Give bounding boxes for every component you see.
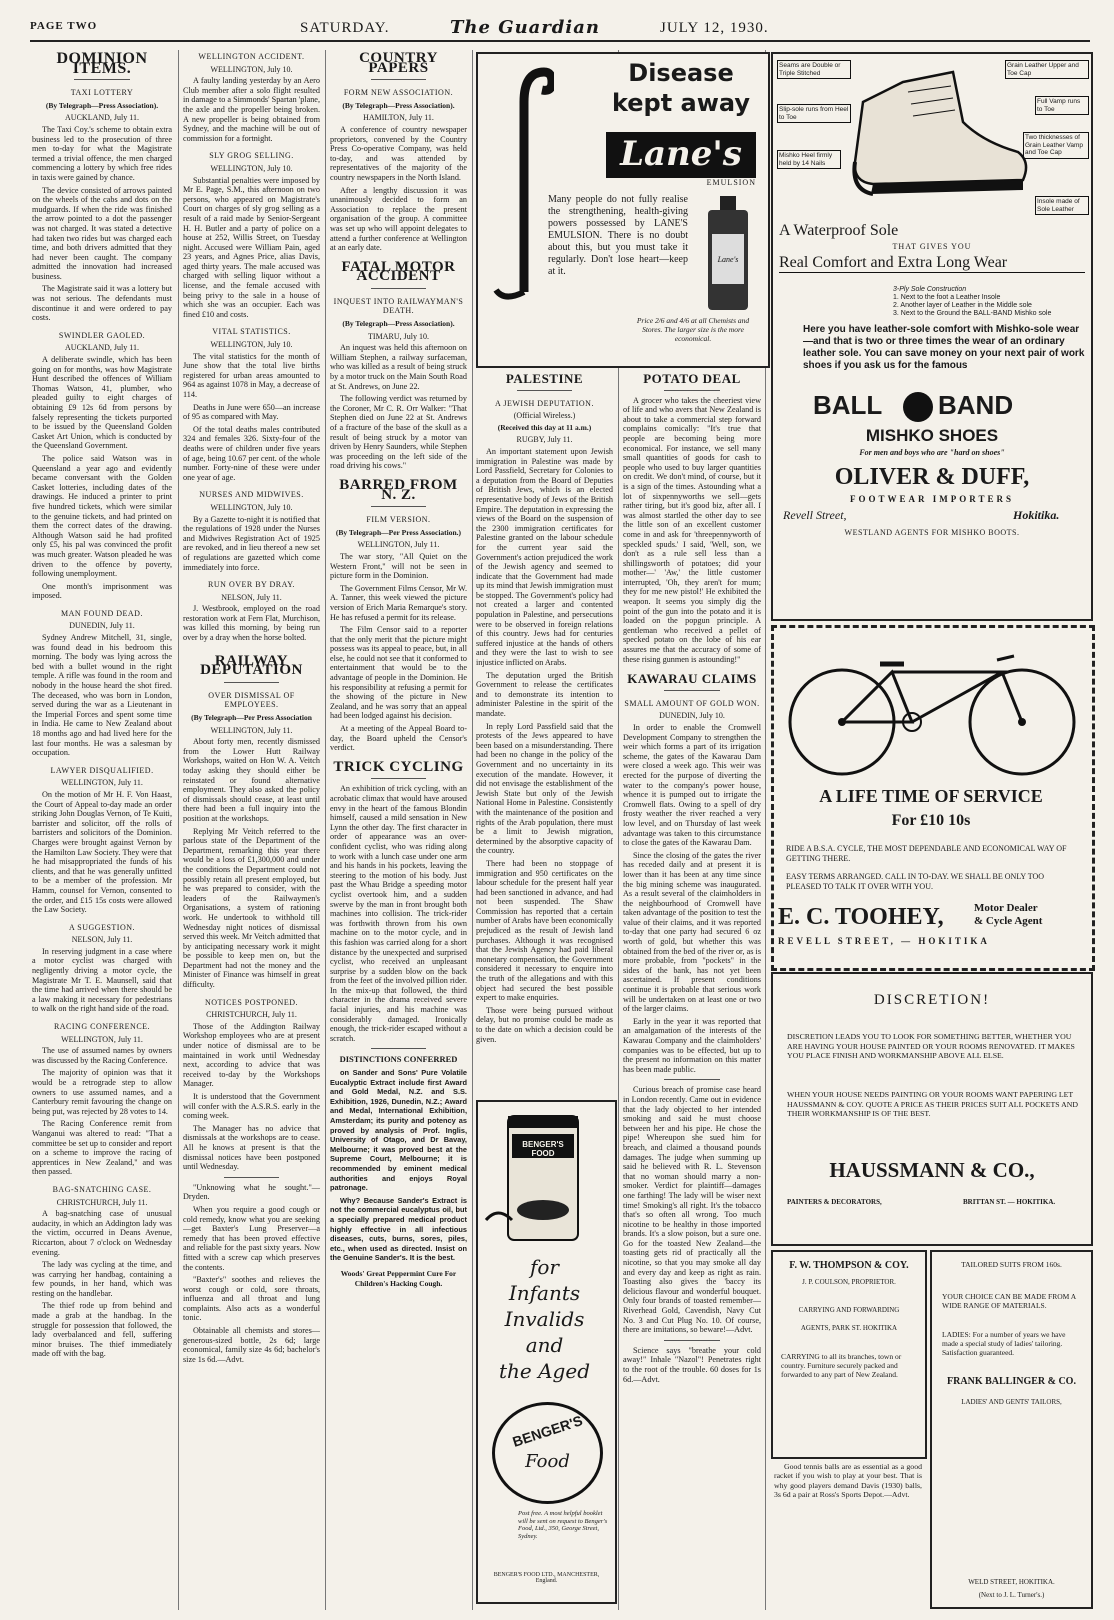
paragraph: The lady was cycling at the time, and was carrying her handbag, containing a few pounds, in her hand, which was resting on the handlebar. bbox=[32, 1260, 172, 1298]
paragraph: In order to enable the Cromwell Development Company to strengthen the weir which forms a part of its irrigation scheme, the gates of the Kawarau Dam were closed a week ago. This weir was erected for the purpose of diverting the water to the company's power house, whence it is pumped out to irrigate the Cromwell flats. Owing to a spell of dry frosty weather the river reached a very low level, and on Thursday of last week advantage was taken to this circumstance to close the gates of the Kawarau Dam. bbox=[623, 723, 761, 848]
callout-label: Insole made of Sole Leather bbox=[1035, 196, 1089, 215]
bottle-icon bbox=[698, 194, 758, 314]
ply-item: 1. Next to the foot a Leather Insole bbox=[893, 294, 1001, 301]
callout-label: Two thicknesses of Grain Leather Vamp and Toe Cap bbox=[1023, 132, 1089, 159]
firm-name: FRANK BALLINGER & CO. bbox=[947, 1376, 1076, 1387]
byline: (By Telegraph—Press Association). bbox=[342, 319, 455, 329]
paragraph: The deputation urged the British Government to release the certificates and to demonstrate its intention to administer Palestine in the spirit of the mandate. bbox=[476, 670, 613, 718]
received-note: (Received this day at 11 a.m.) bbox=[497, 422, 592, 432]
firm-address: WELD STREET, HOKITIKA. bbox=[968, 1578, 1055, 1586]
ad-line: the Aged bbox=[499, 1359, 590, 1383]
paragraph: At a meeting of the Appeal Board to-day, the Board upheld the Censor's verdict. bbox=[330, 724, 467, 753]
paragraph: Deaths in June were 650—an increase of 95 as compared with May. bbox=[183, 402, 320, 422]
paragraph: When you require a good cough or cold remedy, know what you are seeking—get Baxter's Lung Preserver—a remedy that has been proved effective and reliable for the past sixty years. Now fitted with a screw cap which preserves the contents. bbox=[183, 1204, 320, 1272]
paragraph: Those were being pursued without delay, but no promise could be made as to the date on which a decision could be given. bbox=[476, 1005, 613, 1044]
ball-band-ad bbox=[771, 52, 1093, 621]
callout-label: Full Vamp runs to Toe bbox=[1035, 96, 1089, 115]
haussmann-ad bbox=[771, 972, 1093, 1246]
paragraph: A grocer who takes the cheeriest view of life and who avers that New Zealand is about to take a commercial step forward complains comically: "It's true that people are becoming being more economical. For instance, we sell many small quantities of goods for cash to people who used to buy larger quantities on credit. We don't mind, of course, but it is a sign of the times. Astounding what a lot of sixpennyworths we sell—gets rather tiring, but it's good biz, after all. I was almost startled the other day to see the little son of an excellent customer come in and ask for 'threepennyworth of speckled spuds.' I said, 'Well, son, we don't as a rule sell less than a shillingsworth of potatoes; did your mother—' 'Aw,' the little customer interrupted, 'Oh, they aren't for mum; they for me new pistol!' He exhibited the weapon. It seems you simply dig the point of the gun into the potato and it is loaded on the popgun principle. A gentleman who received a pellet of specked potato on the lobe of his ear assures me that the accuracy of some of these rising gunmen is astounding!" bbox=[623, 395, 761, 664]
section-title: POTATO DEAL bbox=[643, 371, 741, 386]
ad-headline: TAILORED SUITS FROM 160s. bbox=[961, 1260, 1062, 1269]
dateline: WELLINGTON, July 11. bbox=[61, 778, 143, 788]
article-head: WELLINGTON ACCIDENT. bbox=[198, 52, 305, 61]
dateline: AUCKLAND, July 11. bbox=[65, 343, 139, 353]
lanes-emulsion-ad bbox=[476, 52, 770, 368]
brand-logo: Lane's bbox=[606, 132, 756, 178]
paragraph: An exhibition of trick cycling, with an acrobatic climax that would have aroused envy in the heart of the famous Blondin himself, caused a mild sensation in New Lynn the other day. The first character in order of appearance was an over-confident cyclist, who was riding along to work with a lunch case under one arm and his hands in his pockets, leaving the steering to the motion of his body. Just past the Whau Bridge a speeding motor cyclist overtook him, and a sudden swerve by the man in front brought both machines into collision. The trick-rider was forthwith thrown from his own machine on to the motor cycle, and in this fashion was carried along for a short distance by the unexpected and surprised cyclist, who received an unpleasant surprise by a sudden blow on the back from the feet of the involved pillion rider. In the mix-up that followed, the third character in the drama received severe facial injuries, and his machine was considerably damaged. Ironically enough, the trick-rider escaped without a scratch. bbox=[330, 784, 467, 1043]
paragraph: The following verdict was returned by the Coroner, Mr C. R. Orr Walker: "That Stephen died on June 22 at St. Andrews of a fracture of the base of the skull as a result of being struck by a motor van driven by Henry Saunders, while Stephen was proceeding on the left side of the road driving his cows." bbox=[330, 394, 467, 471]
article-head: RACING CONFERENCE. bbox=[53, 1022, 151, 1032]
ad-post: Post free. A most helpful booklet will be sent on request to Benger's Food, Ltd., 350, George Street, Sydney. bbox=[518, 1510, 608, 1540]
ad-body: WHEN YOUR HOUSE NEEDS PAINTING OR YOUR ROOMS WANT PAPERING LET HAUSSMANN & COY. QUOTE A PRICE AS THEIR PRICES SUIT ALL POCKETS AND THEIR WORKMANSHIP IS OF THE BEST. bbox=[787, 1090, 1079, 1118]
firm-trade: PAINTERS & DECORATORS, bbox=[787, 1198, 882, 1206]
article-head: SMALL AMOUNT OF GOLD WON. bbox=[624, 698, 760, 708]
paragraph: A deliberate swindle, which has been going on for months, was how Magistrate Hunt described the offences of William Thomas Watson, 41, plumber, who pleaded guilty to eight charges of obtaining £9 12s 6d from persons by falsely representing the tickets purported to be issued by the Queensland Golden Casket Art Union, which is conducted by the Queensland Government. bbox=[32, 355, 172, 451]
dateline: RUGBY, July 11. bbox=[516, 435, 573, 445]
ply-item: 2. Another layer of Leather in the Middle sole bbox=[893, 302, 1032, 309]
byline: (By Telegraph—Per Press Association bbox=[191, 713, 312, 723]
callout-label: Grain Leather Upper and Toe Cap bbox=[1005, 60, 1089, 79]
paragraph: on Sander and Sons' Pure Volatile Eucalyptic Extract include first Award and Gold Medal, N.Z. and S.S. Exhibition, 1926, Dunedin, N.Z.; Award and Medal, International Exhibition, Amsterdam; its purity and potency as proved by analysis of Prof. Inglis, University of Otago, and Dr Bavay, Melbourne; it was proved best at the Supreme Court, Melbourne; it is recommended by eminent medical authorities and enjoys Royal patronage. bbox=[330, 1068, 467, 1193]
paragraph: In reserving judgment in a case where a motor cyclist was charged with negligently driving a motor cycle, the Magistrate Mr T. E. Maunsell, said that the time had arrived when there should be a law making it necessary for pedestrians to walk on the right hand side of the road. bbox=[32, 946, 172, 1014]
section-title: RAILWAY DEPUTATION bbox=[200, 652, 303, 679]
section-title: BARRED FROM N. Z. bbox=[339, 476, 458, 503]
header-date: JULY 12, 1930. bbox=[660, 20, 769, 36]
bengers-food-ad bbox=[476, 1100, 617, 1604]
ply-heading: 3-Ply Sole Construction bbox=[893, 286, 967, 293]
ad-headline: A LIFE TIME OF SERVICE bbox=[819, 786, 1043, 806]
paragraph: A bag-snatching case of unusual audacity, in which an Addington lady was the victim, occurred in Deans Avenue, Riccarton, about 7 o'clock on Wednesday evening. bbox=[32, 1209, 172, 1257]
paragraph: Of the total deaths males contributed 324 and females 326. Sixty-four of the deaths were of children under five years of age, being 10.67 per cent. of the whole number. Forty-nine of these were under one year of age. bbox=[183, 424, 320, 482]
paragraph: By a Gazette to-night it is notified that the regulations of 1928 under the Nurses and Midwives Registration Act of 1925 are revoked, and in lieu thereof a new set of regulations are gazetted which come immediately into force. bbox=[183, 514, 320, 572]
brand-band: BAND bbox=[938, 390, 1014, 420]
callout-label: Mishko Heel firmly held by 14 Nails bbox=[777, 150, 841, 169]
column-1 bbox=[32, 50, 172, 1615]
paragraph: A faulty landing yesterday by an Aero Club member after a solo flight resulted in damage to a Simmonds' Spartan 'plane, the axle and the propeller being broken. A new propeller is being obtained from Sydney, and the machine will be out of commission for a fortnight. bbox=[183, 76, 320, 143]
paragraph: Sydney Andrew Mitchell, 31, single, was found dead in his bedroom this morning. The body was lying across the bed with a bullet wound in the right temple. A rifle was found in the room and nobody in the house heard the shot fired. The deceased, who was born in London, served during the war as a Lieutenant in the Imperial Forces and spent some time in India. He came to New Zealand about 18 months ago and had lived here for the last four months. He was a salesman by occupation. bbox=[32, 633, 172, 758]
ad-body: Here you have leather-sole comfort with Mishko-sole wear—and that is two or three times the wear of an ordinary leather sole. You can save money on your next pair of work shoes if you ask us for the famous bbox=[803, 324, 1085, 371]
paragraph: The thief rode up from behind and made a grab at the handbag. In the struggle for possession that followed, the lady overbalanced and fell, suffering minor bruises. The thief immediately made off with the bag. bbox=[32, 1301, 172, 1359]
dateline: DUNEDIN, July 10. bbox=[659, 711, 725, 721]
article-head: DISTINCTIONS CONFERRED bbox=[339, 1054, 458, 1065]
ad-line: for bbox=[529, 1255, 559, 1279]
section-title: PALESTINE bbox=[505, 371, 584, 386]
dealer-town: Hokitika. bbox=[1013, 508, 1060, 522]
ply-item: 3. Next to the Ground the BALL-BAND Mishko sole bbox=[893, 310, 1052, 317]
dateline: AUCKLAND, July 11. bbox=[65, 113, 139, 123]
paragraph: Early in the year it was reported that an amalgamation of the interests of the Kawarau Company and the claimholders' companies was to be effected, but up to the present no information on this matter has been made public. bbox=[623, 1016, 761, 1074]
firm-service: CARRYING AND FORWARDING bbox=[798, 1306, 900, 1314]
article-head: FILM VERSION. bbox=[366, 515, 431, 525]
dealer-role: & Cycle Agent bbox=[974, 915, 1043, 927]
ad-body: YOUR CHOICE CAN BE MADE FROM A WIDE RANGE OF MATERIALS. bbox=[942, 1292, 1076, 1310]
bicycle-icon bbox=[782, 632, 1082, 782]
dateline: NELSON, July 11. bbox=[71, 935, 133, 945]
ad-headline: Real Comfort and Extra Long Wear bbox=[779, 254, 1085, 273]
firm-name: HAUSSMANN & CO., bbox=[829, 1158, 1035, 1182]
tin-label: BENGER'S FOOD bbox=[522, 1140, 564, 1158]
byline: (By Telegraph—Press Association). bbox=[45, 100, 159, 110]
dateline: WELLINGTON, July 10. bbox=[210, 340, 293, 350]
column-5 bbox=[623, 370, 761, 1615]
paragraph: On the motion of Mr H. F. Von Haast, the Court of Appeal to-day made an order striking John Douglas Vernon, of Te Kuiti, barrister and solicitor, off the rolls of barristers and solicitors of the Dominion. Charges were brought against Vernon by the Hamilton Law Society. They were that he had misappropriated the funds of his clients, and that he was generally unfitted to be a member of the profession. Mr Hamm, counsel for Vernon, consented to the order, and £15 15s costs were allowed the Law Society. bbox=[32, 789, 172, 915]
dateline: CHRISTCHURCH, July 11. bbox=[56, 1197, 148, 1207]
paragraph: The war story, "All Quiet on the Western Front," will not be seen in picture form in the Dominion. bbox=[330, 551, 467, 581]
dateline: DUNEDIN, July 11. bbox=[69, 621, 135, 631]
dealer-role: Motor Dealer bbox=[974, 902, 1038, 914]
paragraph: Science says "breathe your cold away!" Inhale "Nazol"! Penetrates right to the root of the trouble. 60 doses for 1s 6d.—Advt. bbox=[623, 1345, 761, 1384]
paragraph: The device consisted of arrows painted on the wheels of the cabs and dots on the mudguards. If when the ride was finished the arrow pointed to a dot the passenger was not charged. It was stated a detective had taken two rides but was charged each time, and both drivers admitted that they had never been caught. The company admitted the innovation had increased business. bbox=[32, 185, 172, 281]
dateline: HAMILTON, July 11. bbox=[363, 113, 434, 123]
firm-proprietor: J. P. COULSON, PROPRIETOR. bbox=[802, 1278, 896, 1286]
paragraph: Curious breach of promise case heard in London recently. Came out in evidence that the lady objected to her intended smoking and said he must choose between her and his pipe. He chose the pipe! Whereupon she sued him for breach, and claimed a thousand pounds damages. The judge when summing up said he believed with R. L. Stevenson that no woman should marry a non-smoker. Verdict for plaintiff—damages one farthing! The lady will be wiser next time! Smoking's all right. It's the tobacco that's so often all wrong. Too much nicotine to be healthy in those imported brands. It's a slow poison, but a sure one. Go for the toasted New Zealand—the toasting gets rid of practically all the nicotine, so that you may smoke all day and every day and keep as right as rain. Toasting also gives the 'baccy its delicious flavour and wonderful bouquet. Only four brands of toasted remember—Riverhead Gold, Cavendish, Navy Cut No. 3 and Cut Plug No. 10. Of course, there are imitations, so beware!—Advt. bbox=[623, 1085, 761, 1335]
thompson-ad bbox=[771, 1250, 927, 1459]
brand-subtitle: EMULSION bbox=[706, 178, 756, 187]
article-head: VITAL STATISTICS. bbox=[212, 327, 291, 337]
paragraph: The majority of opinion was that it would be a retrograde step to allow owners to use assumed names, and a Canterbury remit favouring the change on being put, was rejected by 28 votes to 14. bbox=[32, 1068, 172, 1116]
firm-name: F. W. THOMPSON & COY. bbox=[789, 1260, 909, 1271]
paragraph: "Baxter's" soothes and relieves the worst cough or cold, sore throats, influenza and all throat and lung complaints. Also acts as a wonderful tonic. bbox=[183, 1275, 320, 1323]
column-3 bbox=[330, 50, 467, 1615]
dealer-type: FOOTWEAR IMPORTERS bbox=[850, 494, 1014, 504]
dateline: WELLINGTON, July 10. bbox=[210, 64, 293, 74]
ad-body: CARRYING to all its branches, town or country. Furniture securely packed and forwarded to any part of New Zealand. bbox=[781, 1352, 902, 1379]
paragraph: In reply Lord Passfield said that the protests of the Jews appeared to have been based on a misunderstanding. There had been no change in the policy of the Government and no uncertainty in its execution of the mandate. However, it did not envisage the establishment of the Jewish State but only of the Jewish National Home in Palestine. Consistently with the maintenance of the position and rights of the Arab population, there must be a limit to Jewish migration, determined by the absorptive capacity of the country. bbox=[476, 721, 613, 856]
advert-footer: Woods' Great Peppermint Cure For Children's Hacking Cough. bbox=[340, 1268, 457, 1288]
callout-label: Seams are Double or Triple Stitched bbox=[777, 60, 851, 79]
paragraph: Why? Because Sander's Extract is not the commercial eucalyptus oil, but a specially prepared medical product highly effective in all infectious diseases, cuts, burns, sores, piles, etc., when used as directed. Insist on the Genuine Sander's. It is the best. bbox=[330, 1195, 467, 1263]
paragraph: J. Westbrook, employed on the road restoration work at Fern Flat, Murchison, was killed this morning, by being run over by a dray when the horse bolted. bbox=[183, 604, 320, 643]
ad-line: Infants bbox=[508, 1281, 581, 1305]
dateline: WELLINGTON, July 11. bbox=[210, 725, 293, 735]
article-head: A JEWISH DEPUTATION. bbox=[495, 398, 594, 408]
paragraph: It is understood that the Government will confer with the A.S.R.S. early in the coming week. bbox=[183, 1092, 320, 1121]
dateline: WELLINGTON, July 10. bbox=[210, 163, 293, 173]
paragraph: Substantial penalties were imposed by Mr E. Page, S.M., this afternoon on two persons, who appeared on Magistrate's Court on charges of sly grog selling as a result of a raid made by Senior-Sergeant H. H. Butler and a party of police on a house at 252, Willis Street, on Tuesday night. Accused were William Pain, aged 23 years, and Agnes Price, alias Davis, aged thirty years. The male accused was charged with selling liquor without a license, and the female accused with being privy to the sale in a house of which she was an occupier. Each was fined £10 and costs. bbox=[183, 175, 320, 319]
paragraph: The use of assumed names by owners was discussed by the Racing Conference. bbox=[32, 1046, 172, 1065]
tennis-advert bbox=[774, 1462, 922, 1503]
firm-location-note: (Next to J. L. Turner's.) bbox=[978, 1591, 1045, 1599]
svg-text:Lane's: Lane's bbox=[717, 255, 739, 264]
firm-service: AGENTS, PARK ST. HOKITIKA bbox=[800, 1324, 898, 1332]
article-head: SLY GROG SELLING. bbox=[209, 151, 294, 161]
food-tin-icon bbox=[478, 1110, 611, 1250]
dateline: NELSON, July 11. bbox=[221, 592, 282, 602]
ad-subline: THAT GIVES YOU bbox=[892, 242, 972, 251]
byline: (By Telegraph—Per Press Association.) bbox=[335, 527, 462, 537]
paragraph: An important statement upon Jewish immigration in Palestine was made by Lord Passfield, Secretary for Colonies to a deputation from the Board of Deputies of British Jews, which is an elected representative body of Jews of the British Empire. The deputation in expressing the views of the Board on the suspension of the 2300 immigration certificates for Palestine granted on the labour schedule for the current year said the Government's action prejudiced the work of the Jewish agency and seemed to indicate that the Government had made up its mind that Jewish immigration must be stopped. The Government's policy had not created a larger and contented population in Palestine, and persecutions were to be observed in foreign relations of this country. Jews had for centuries suffered injustice at the hands of others and they were the last to wish to see injustice inflicted on Arabs. bbox=[476, 446, 613, 668]
dateline: TIMARU, July 10. bbox=[368, 331, 429, 341]
paragraph: The Taxi Coy.'s scheme to obtain extra business led to the prosecution of three men to-day for what the Magistrate termed a trivial offence, the men charged commencing a lottery by which free rides in taxis were gained by chance. bbox=[32, 124, 172, 182]
callout-label: Slip-sole runs from Heel to Toe bbox=[777, 104, 851, 123]
masthead: The Guardian bbox=[450, 17, 600, 38]
ad-headline-2: kept away bbox=[611, 89, 751, 117]
column-2 bbox=[183, 50, 320, 1615]
dealer-name: E. C. TOOHEY, bbox=[778, 904, 944, 930]
article-head: A SUGGESTION. bbox=[68, 922, 136, 932]
ad-footer: BENGER'S FOOD LTD., MANCHESTER, England. bbox=[493, 1572, 600, 1584]
header-day: SATURDAY. bbox=[300, 20, 390, 36]
ad-headline-1: Disease bbox=[628, 59, 734, 87]
article-head: BAG-SNATCHING CASE. bbox=[52, 1184, 152, 1194]
paragraph: The Manager has no advice that dismissals at the workshops are to cease. All he knows at present is that the dismissal notices have been postponed until Wednesday. bbox=[183, 1123, 320, 1172]
paragraph: The Magistrate said it was a lottery but was not serious. The defendants must discontinue it and were ordered to pay costs. bbox=[32, 284, 172, 323]
firm-address: BRITTAN ST. — HOKITIKA. bbox=[963, 1198, 1056, 1206]
bengers-logo-sub: Food bbox=[525, 1451, 570, 1472]
paragraph: The Film Censor said to a reporter that the only merit that the picture might possess was its appeal to peace, but, in all else, he could not see that it conformed to entertainment that would be to the advantage of people in the Dominion. He his responsibility at refusing a permit for the showing of the picture in New Zealand, and he was sorry that an appeal had been lodged against his decision. bbox=[330, 625, 467, 721]
ad-line: Invalids bbox=[504, 1307, 585, 1331]
article-head: NURSES AND MIDWIVES. bbox=[199, 490, 304, 500]
paragraph: "Unknowing what he sought."—Dryden. bbox=[183, 1182, 320, 1202]
paragraph: The police said Watson was in Queensland a year ago and evidently became conversant with the Golden Casket lotteries, including dates of the drawings. He induced a printer to print five hundred tickets, which were similar to the genuine tickets, and had printed on them the correct dates of the drawing. Although Watson said he had profited only £5, his pal was convinced the profit was much greater. Watson pleaded he was driven to the offence by poverty, following unemployment. bbox=[32, 453, 172, 579]
section-title: FATAL MOTOR ACCIDENT bbox=[341, 258, 456, 285]
dealer-street: Revell Street, bbox=[783, 508, 847, 522]
page-header bbox=[30, 18, 1090, 42]
dealer-address: REVELL STREET, — HOKITIKA bbox=[778, 936, 990, 946]
paragraph: After a lengthy discussion it was unanimously decided to form an Association to replace the present organisation of the group. A committee was set up who will appoint delegates to attend a further conference at Wellington at an early date. bbox=[330, 185, 467, 253]
article-head: LAWYER DISQUALIFIED. bbox=[50, 765, 154, 775]
section-title: KAWARAU CLAIMS bbox=[627, 671, 757, 687]
paragraph: One month's imprisonment was imposed. bbox=[32, 581, 172, 601]
paragraph: The Racing Conference remit from Wanganui was altered to read: "That a committee be set up to consider and report on a scheme to improve the racing of apprentices in New Zealand," and was then passed. bbox=[32, 1119, 172, 1177]
article-head: MAN FOUND DEAD. bbox=[61, 608, 143, 618]
section-title: TRICK CYCLING bbox=[333, 758, 464, 775]
dateline: WELLINGTON, July 10. bbox=[210, 502, 293, 512]
paragraph: The Government Films Censor, Mr W. A. Tanner, this week viewed the picture version of Erich Maria Remarque's story. He has refused a permit for its release. bbox=[330, 583, 467, 622]
article-head: TAXI LOTTERY bbox=[70, 88, 134, 98]
paragraph: Since the closing of the gates the river has receded daily and at present it is lower than it has been at any time since the big mining scheme was inaugurated. As a result several of the claimholders in the neighbourhood of Cromwell have taken advantage of the position to test the value of their claims, and it was reported to-day that one party had secured 6 oz worth of gold, but whether this was obtained from the bed of the river or, as is more probable, from "pockets" in the sides of the bank, has not yet been ascertained. If present conditions continue it is probable that serious work will be undertaken on at least one or two of the larger claims. bbox=[623, 850, 761, 1014]
paragraph: Obtainable all chemists and stores—generous-sized bottle, 2s 6d; large economical, family size 4s 6d; bachelor's size 1s 6d.—Advt. bbox=[183, 1326, 320, 1364]
ad-body: Many people do not fully realise the strengthening, health-giving powers possessed by LANE'S EMULSION. There is no doubt about this, but you must take it regularly. Don't lose heart—keep at it. bbox=[548, 194, 688, 277]
dateline: WELLINGTON, July 11. bbox=[61, 1034, 143, 1044]
paragraph: Replying Mr Veitch referred to the parlous state of the Department of the Department, remarking this year there would be a loss of £1,300,000 and under the conditions the Department could not possibly retain all present employed, but he was prepared to consider, with the leaders of the Railwaymen's Organisations, a system of rationing work. He undertook to withhold till Wednesday night notices of dismissal served this week. Mr Veitch admitted that by anticipating necessary work it might be possible to keep men on, but the Department had not the money and the Minister of Finance was himself in great difficulty. bbox=[183, 826, 320, 990]
firm-trade: LADIES' AND GENTS' TAILORS, bbox=[961, 1398, 1062, 1406]
dealer-agents: WESTLAND AGENTS FOR MISHKO BOOTS. bbox=[844, 528, 1020, 537]
ad-body: RIDE A B.S.A. CYCLE, THE MOST DEPENDABLE AND ECONOMICAL WAY OF GETTING THERE. bbox=[786, 844, 1067, 863]
paragraph: There had been no stoppage of immigration and 950 certificates on the labour schedule for the present half year had been sanctioned in advance, and had not been suspended. The Shaw Commission has reported that a certain number of Arabs have been economically prejudiced as the result of Jewish land purchases. Although it was recognised that the Jewish Agency had paid liberal monetary compensation, the Government considered it necessary to enquire into the truth of the allegations and with this object had secured the best possible expert to make enquiries. bbox=[476, 858, 613, 1003]
scroll-ornament-icon bbox=[484, 62, 554, 302]
ad-body: EASY TERMS ARRANGED. CALL IN TO-DAY. WE SHALL BE ONLY TOO PLEASED TO TALK IT OVER WITH YOU. bbox=[786, 872, 1045, 891]
paragraph: The vital statistics for the month of June show that the total live births registered for urban areas amounted to 964 as against 1078 in May, a decrease of 114. bbox=[183, 351, 320, 399]
brand-tagline: For men and boys who are "hard on shoes" bbox=[859, 448, 1005, 457]
ad-body: DISCRETION LEADS YOU TO LOOK FOR SOMETHING BETTER, WHETHER YOU ARE HAVING YOUR HOUSE PAINTED OR YOUR ROOMS RENOVATED. IT MAKES YOU PLACE FINISH AND WORKMANSHIP ABOVE ALL ELSE. bbox=[787, 1032, 1075, 1060]
ad-price: Price 2/6 and 4/6 at all Chemists and Stores. The larger size is the more economical. bbox=[636, 316, 750, 343]
article-head: NOTICES POSTPONED. bbox=[204, 997, 298, 1007]
section-title: COUNTRY PAPERS bbox=[359, 50, 438, 76]
ad-headline: DISCRETION! bbox=[873, 992, 991, 1008]
bsa-cycle-ad bbox=[771, 625, 1095, 971]
ballinger-ad bbox=[930, 1250, 1093, 1609]
brand-name: MISHKO SHOES bbox=[865, 426, 999, 445]
paragraph: An inquest was held this afternoon on William Stephen, a railway surfaceman, who was killed as a result of being struck by a motor truck on the Main South Road at St. Andrews, on June 22. bbox=[330, 343, 467, 391]
paragraph: A conference of country newspaper proprietors, convened by the Country Press Co-operative Company, was held to-day, and was attended by representatives of the majority of the country newspapers in the North Island. bbox=[330, 124, 467, 182]
page-number: PAGE TWO bbox=[30, 20, 98, 32]
ad-line: and bbox=[525, 1333, 564, 1357]
bengers-logo: BENGER'S bbox=[510, 1412, 585, 1450]
ad-headline: A Waterproof Sole bbox=[779, 222, 899, 239]
dealer-name: OLIVER & DUFF, bbox=[834, 464, 1030, 490]
article-head: INQUEST INTO RAILWAYMAN'S DEATH. bbox=[333, 296, 464, 316]
article-head: OVER DISMISSAL OF EMPLOYEES. bbox=[208, 690, 295, 710]
article-head: RUN OVER BY DRAY. bbox=[208, 580, 295, 590]
byline: (Official Wireless.) bbox=[513, 411, 576, 421]
article-head: FORM NEW ASSOCIATION. bbox=[343, 88, 454, 98]
dateline: CHRISTCHURCH, July 11. bbox=[206, 1010, 297, 1020]
dateline: WELLINGTON, July 11. bbox=[357, 540, 440, 550]
boot-icon bbox=[833, 62, 1033, 212]
trademark-icon bbox=[903, 392, 933, 422]
article-head: SWINDLER GAOLED. bbox=[58, 330, 146, 340]
ad-price: For £10 10s bbox=[891, 812, 971, 829]
paragraph: Those of the Addington Railway Workshop employees who are at present under notice of dismissal are to be maintained in work until Wednesday next, according to advice that was received to-day by the Workshops Manager. bbox=[183, 1021, 320, 1089]
section-title: DOMINION ITEMS. bbox=[56, 50, 148, 77]
paragraph: About forty men, recently dismissed from the Lower Hutt Railway Workshops, waited on Hon W. A. Veitch today asking they should either be reinstated or found alternative employment. They also asked the policy of dismissals should cease, at least until there had been a full inquiry into the position at the workshops. bbox=[183, 737, 320, 823]
byline: (By Telegraph—Press Association). bbox=[342, 100, 455, 110]
brand-ball: BALL bbox=[813, 390, 883, 420]
paragraph: Good tennis balls are as essential as a good racket if you wish to play at your best. That is why good players demand Davis (1930) balls, 3s 6d a pair at Ross's Sports Depot.—Advt. bbox=[774, 1462, 922, 1500]
ad-body: LADIES: For a number of years we have made a special study of ladies' tailoring. Satisfaction guaranteed. bbox=[942, 1330, 1066, 1357]
